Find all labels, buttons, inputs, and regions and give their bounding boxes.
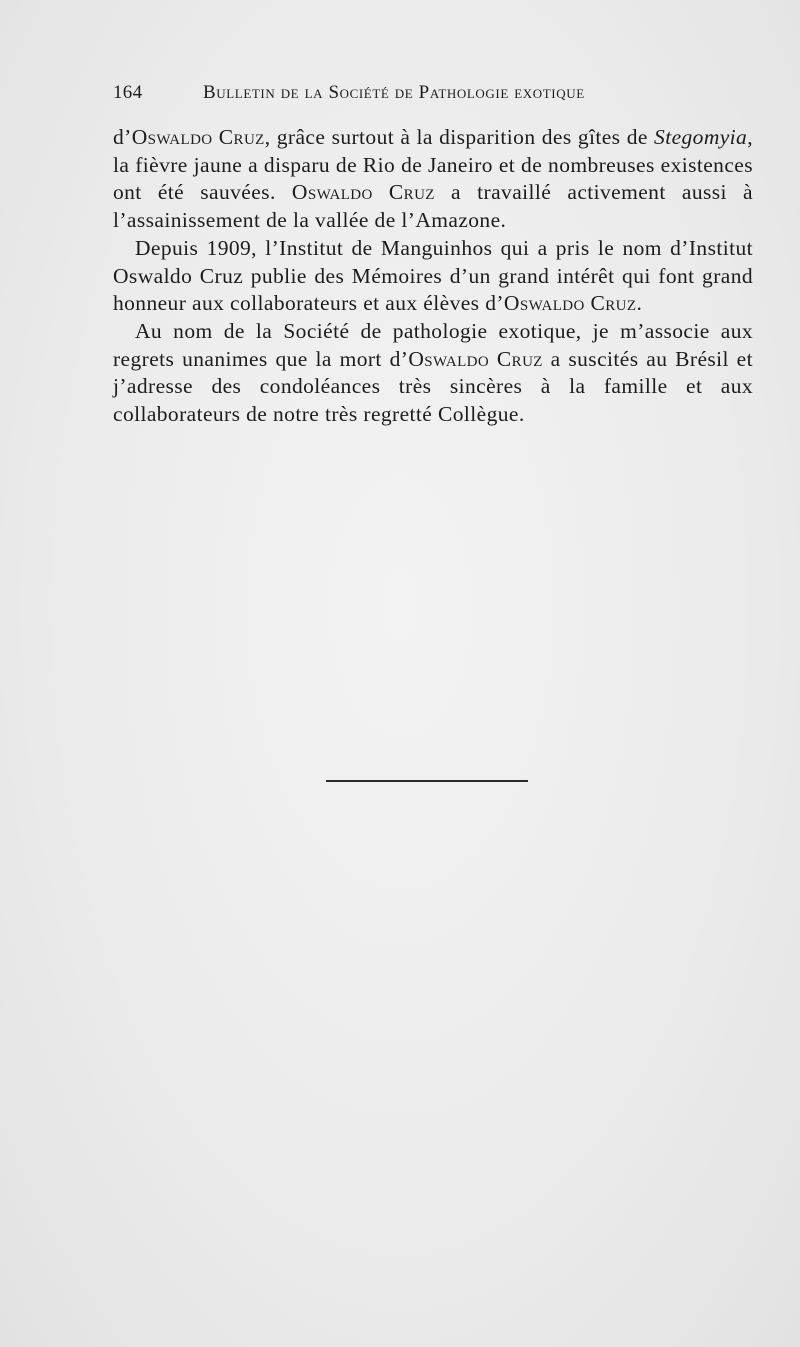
text-segment: a suscités au Brésil et j’adresse des condoléances très sincères à la famille et aux collaborateurs de notre très regretté Collègue. bbox=[113, 346, 753, 427]
author-name: Oswaldo Cruz bbox=[503, 291, 637, 316]
paragraph-1 bbox=[113, 124, 753, 235]
text-segment: , la fièvre jaune a disparu de Rio de Janeiro et de nombreuses existences ont été sauvées. bbox=[113, 125, 753, 205]
text-segment: a travaillé activement aussi à l’assainissement de la vallée de l’Amazone. bbox=[113, 180, 754, 233]
page-number: 164 bbox=[113, 82, 143, 103]
section-end-rule bbox=[326, 780, 528, 782]
journal-title: Bulletin de la Société de Pathologie exotique bbox=[203, 82, 585, 103]
paragraph-3 bbox=[113, 318, 753, 429]
body-text bbox=[113, 124, 753, 429]
genus-name: Stegomyia bbox=[654, 125, 748, 149]
text-segment: , grâce surtout à la disparition des gîtes de bbox=[264, 125, 655, 149]
text-segment: Au nom de la Société de pathologie exotique, je m’associe aux regrets unanimes que la mort d’ bbox=[113, 318, 753, 371]
running-head bbox=[113, 82, 665, 104]
text-segment: Depuis 1909, l’Institut de Manguinhos qui a pris le nom d’Institut Oswaldo Cruz publie des Mémoires d’un grand intérêt qui font grand honneur aux collaborateurs et aux élèves d’ bbox=[113, 235, 753, 316]
author-name: Oswaldo Cruz bbox=[131, 125, 265, 149]
author-name: Oswaldo Cruz bbox=[291, 180, 435, 205]
text-segment: d’ bbox=[113, 125, 132, 149]
text-segment: . bbox=[636, 291, 643, 316]
paragraph-2 bbox=[113, 235, 753, 318]
author-name: Oswaldo Cruz bbox=[408, 346, 543, 371]
